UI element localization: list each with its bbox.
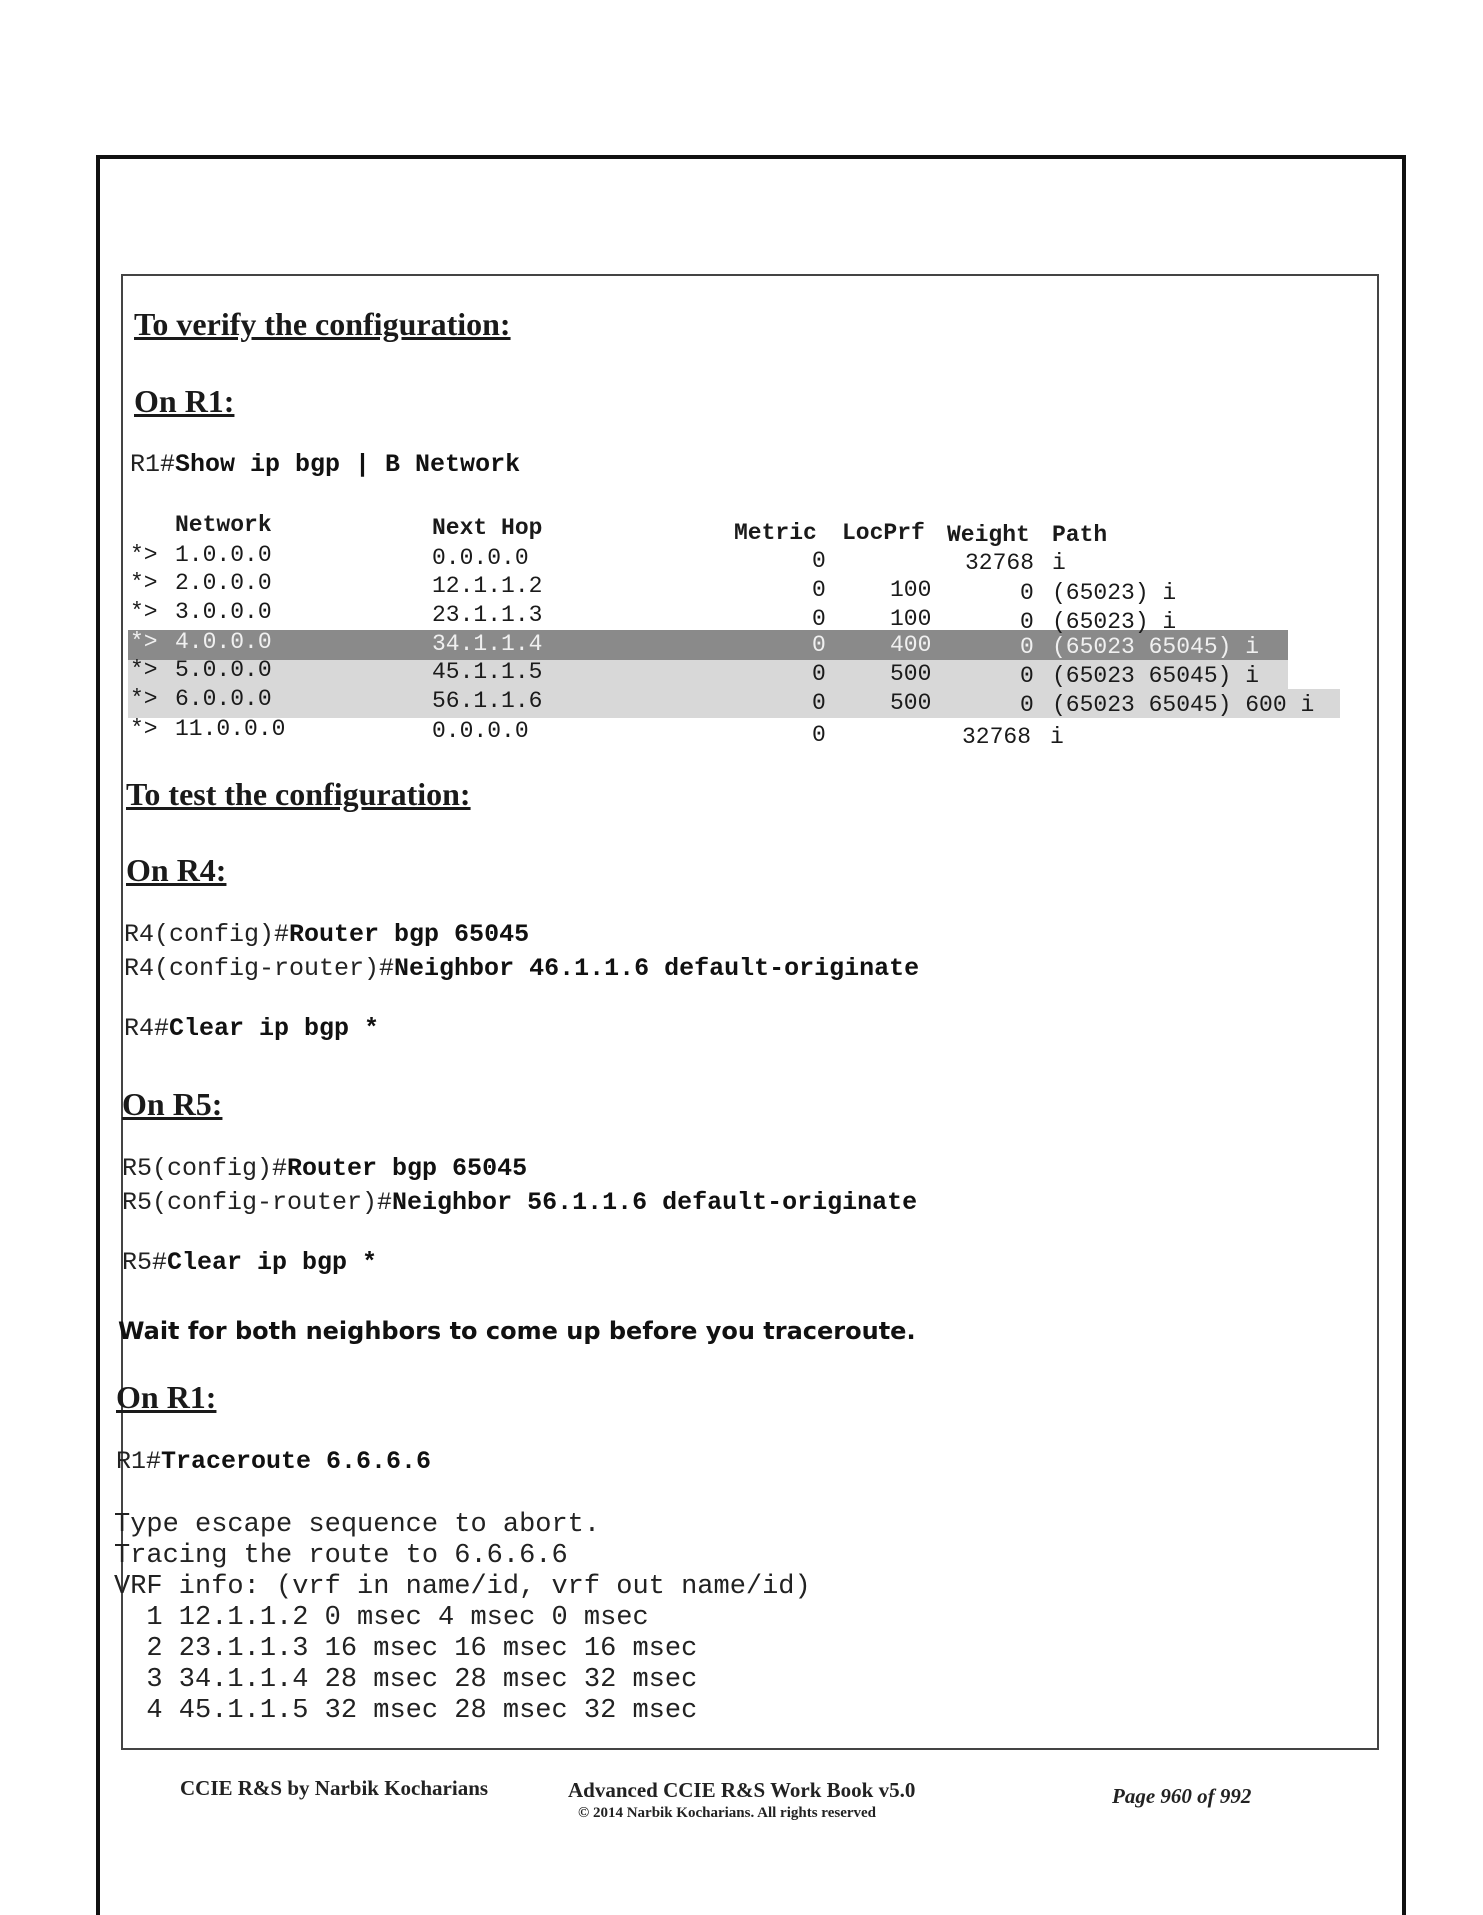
row3-metric: 0 xyxy=(812,606,826,632)
r5-neighbor-line: R5(config-router)#Neighbor 56.1.1.6 default-originate xyxy=(122,1188,918,1217)
r1-show-command: R1#Show ip bgp | B Network xyxy=(130,450,521,479)
row4-next-hop: 34.1.1.4 xyxy=(432,631,543,657)
row6-metric: 0 xyxy=(812,690,826,716)
row2-status: *> xyxy=(130,570,158,596)
header-next-hop: Next Hop xyxy=(432,515,543,541)
row5-next-hop: 45.1.1.5 xyxy=(432,659,543,685)
row3-status: *> xyxy=(130,599,158,625)
row2-network: 2.0.0.0 xyxy=(175,570,272,596)
trace-line-1: Type escape sequence to abort. xyxy=(114,1510,601,1540)
trace-line-2: Tracing the route to 6.6.6.6 xyxy=(114,1541,568,1571)
row4-path: (65023 65045) i xyxy=(1052,634,1260,660)
row4-status: *> xyxy=(130,629,158,655)
r4-neighbor-line: R4(config-router)#Neighbor 46.1.1.6 default-originate xyxy=(124,954,920,983)
row2-weight: 0 xyxy=(1020,580,1034,606)
row1-metric: 0 xyxy=(812,548,826,574)
row1-next-hop: 0.0.0.0 xyxy=(432,545,529,571)
header-metric: Metric xyxy=(734,520,817,546)
row5-metric: 0 xyxy=(812,661,826,687)
row1-path: i xyxy=(1052,550,1066,576)
heading-test: To test the configuration: xyxy=(126,776,471,812)
header-path: Path xyxy=(1052,522,1108,548)
r4-clear-line: R4#Clear ip bgp * xyxy=(124,1014,380,1043)
row3-weight: 0 xyxy=(1020,609,1034,635)
row7-path: i xyxy=(1050,724,1064,750)
row5-status: *> xyxy=(130,657,158,683)
header-network: Network xyxy=(175,512,272,538)
row7-status: *> xyxy=(130,716,158,742)
footer-book-title: Advanced CCIE R&S Work Book v5.0 xyxy=(568,1778,916,1802)
heading-on-r1: On R1: xyxy=(134,383,235,419)
r1-traceroute-command: R1#Traceroute 6.6.6.6 xyxy=(116,1447,432,1476)
row4-network: 4.0.0.0 xyxy=(175,629,272,655)
traceroute-note: Wait for both neighbors to come up before you traceroute. xyxy=(118,1317,916,1345)
trace-line-4: 1 12.1.1.2 0 msec 4 msec 0 msec xyxy=(114,1603,649,1633)
header-locprf: LocPrf xyxy=(842,520,925,546)
row6-weight: 0 xyxy=(1020,692,1034,718)
header-weight: Weight xyxy=(947,522,1030,548)
row5-weight: 0 xyxy=(1020,663,1034,689)
row6-network: 6.0.0.0 xyxy=(175,686,272,712)
footer-page-number: Page 960 of 992 xyxy=(1112,1784,1252,1808)
trace-line-6: 3 34.1.1.4 28 msec 28 msec 32 msec xyxy=(114,1665,698,1695)
row2-locprf: 100 xyxy=(890,577,932,603)
row7-network: 11.0.0.0 xyxy=(175,716,286,742)
row7-metric: 0 xyxy=(812,722,826,748)
trace-line-7: 4 45.1.1.5 32 msec 28 msec 32 msec xyxy=(114,1696,698,1726)
footer-copyright: © 2014 Narbik Kocharians. All rights reserved xyxy=(578,1805,877,1821)
trace-line-5: 2 23.1.1.3 16 msec 16 msec 16 msec xyxy=(114,1634,698,1664)
row3-locprf: 100 xyxy=(890,606,932,632)
row5-locprf: 500 xyxy=(890,661,932,687)
row3-network: 3.0.0.0 xyxy=(175,599,272,625)
r5-clear-line: R5#Clear ip bgp * xyxy=(122,1248,378,1277)
row5-network: 5.0.0.0 xyxy=(175,657,272,683)
row3-next-hop: 23.1.1.3 xyxy=(432,602,543,628)
row4-metric: 0 xyxy=(812,632,826,658)
r4-router-bgp-line: R4(config)#Router bgp 65045 xyxy=(124,920,530,949)
heading-on-r4: On R4: xyxy=(126,852,227,888)
row1-weight: 32768 xyxy=(965,550,1035,576)
trace-line-3: VRF info: (vrf in name/id, vrf out name/id) xyxy=(114,1572,811,1602)
row7-next-hop: 0.0.0.0 xyxy=(432,718,529,744)
row7-weight: 32768 xyxy=(962,724,1032,750)
row2-next-hop: 12.1.1.2 xyxy=(432,573,543,599)
row2-path: (65023) i xyxy=(1052,580,1177,606)
heading-on-r1-trace: On R1: xyxy=(116,1379,217,1415)
heading-on-r5: On R5: xyxy=(122,1086,223,1122)
row5-path: (65023 65045) i xyxy=(1052,663,1260,689)
row3-path: (65023) i xyxy=(1052,609,1177,635)
row6-next-hop: 56.1.1.6 xyxy=(432,688,543,714)
row6-locprf: 500 xyxy=(890,690,932,716)
row4-locprf: 400 xyxy=(890,632,932,658)
row2-metric: 0 xyxy=(812,577,826,603)
row6-status: *> xyxy=(130,686,158,712)
row4-weight: 0 xyxy=(1020,634,1034,660)
row6-path: (65023 65045) 600 i xyxy=(1052,692,1315,718)
row1-status: *> xyxy=(130,542,158,568)
r5-router-bgp-line: R5(config)#Router bgp 65045 xyxy=(122,1154,528,1183)
heading-verify: To verify the configuration: xyxy=(134,306,511,342)
footer-author: CCIE R&S by Narbik Kocharians xyxy=(180,1776,489,1800)
row1-network: 1.0.0.0 xyxy=(175,542,272,568)
